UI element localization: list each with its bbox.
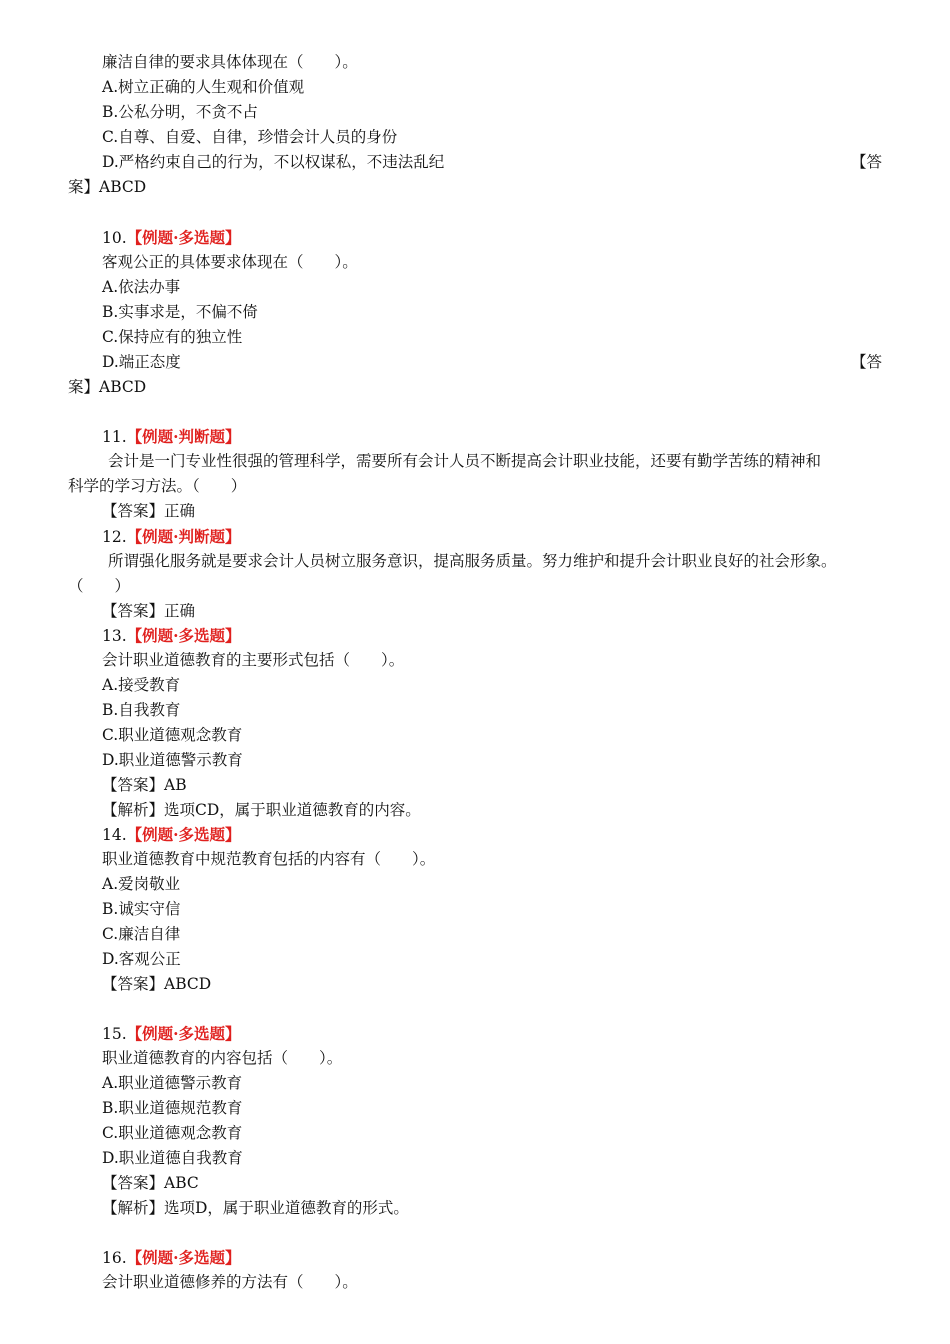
q14-option-d: D.客观公正 [102, 950, 181, 968]
q10-option-c-line [0, 325, 950, 350]
q15-heading-text [102, 1021, 241, 1047]
q13-heading-text [102, 623, 241, 649]
q14-heading [0, 822, 950, 847]
q10-stem-line [0, 250, 950, 275]
q9-option-c-line [0, 125, 950, 150]
q15-option-a-line [0, 1071, 950, 1096]
q16-heading-text [102, 1245, 241, 1271]
q15-stem: 职业道德教育的内容包括（ ）。 [102, 1049, 343, 1067]
q9-answer-line [0, 175, 950, 200]
q9-option-d-line [0, 150, 950, 175]
q9-option-b: B.公私分明，不贪不占 [102, 103, 258, 121]
q13-option-d: D.职业道德警示教育 [102, 751, 243, 769]
q15-tag: 【例题·多选题】 [126, 1024, 241, 1043]
q13-stem: 会计职业道德教育的主要形式包括（ ）。 [102, 651, 405, 669]
q15-stem-line [0, 1046, 950, 1071]
q16-stem: 会计职业道德修养的方法有（ ）。 [102, 1273, 358, 1291]
q10-option-a: A.依法办事 [102, 278, 181, 296]
q15-option-b: B.职业道德规范教育 [102, 1099, 243, 1117]
q11-answer: 【答案】正确 [102, 502, 196, 520]
q9-option-d: D.严格约束自己的行为，不以权谋私，不违法乱纪 [102, 153, 445, 171]
q13-option-a: A.接受教育 [102, 676, 181, 694]
q11-stem-line1 [0, 449, 950, 474]
q11-stem-part1: 会计是一门专业性很强的管理科学，需要所有会计人员不断提高会计职业技能，还要有勤学苦练的精神和 [108, 452, 822, 470]
q10-option-d-line [0, 350, 950, 375]
q10-answer-line [0, 375, 950, 400]
q14-answer: 【答案】ABCD [102, 975, 212, 993]
q14-stem-line [0, 847, 950, 872]
q9-option-a: A.树立正确的人生观和价值观 [102, 78, 305, 96]
q13-option-b: B.自我教育 [102, 701, 181, 719]
q10-option-d: D.端正态度 [102, 353, 181, 371]
q10-answer-head: 【答 [850, 353, 882, 371]
q12-stem-part2: （ ） [68, 577, 131, 595]
q15-answer: 【答案】ABC [102, 1174, 199, 1192]
q13-number: 13. [102, 627, 127, 645]
q12-heading-text [102, 524, 241, 550]
q10-number: 10. [102, 229, 127, 247]
q13-option-d-line [0, 748, 950, 773]
q11-tag: 【例题·判断题】 [126, 427, 241, 446]
q16-tag: 【例题·多选题】 [126, 1248, 241, 1267]
q15-number: 15. [102, 1025, 127, 1043]
q15-heading [0, 1021, 950, 1046]
q14-option-d-line [0, 947, 950, 972]
q10-answer-tail: 案】ABCD [68, 378, 147, 396]
q10-stem: 客观公正的具体要求体现在（ ）。 [102, 253, 358, 271]
q14-number: 14. [102, 826, 127, 844]
q10-option-c: C.保持应有的独立性 [102, 328, 243, 346]
q13-option-c: C.职业道德观念教育 [102, 726, 243, 744]
q12-number: 12. [102, 528, 127, 546]
q11-stem-part2: 科学的学习方法。（ ） [68, 477, 247, 495]
q9-answer-tail: 案】ABCD [68, 178, 147, 196]
q10-option-a-line [0, 275, 950, 300]
q11-number: 11. [102, 428, 127, 446]
q13-stem-line [0, 648, 950, 673]
q13-heading [0, 623, 950, 648]
q14-option-a-line [0, 872, 950, 897]
q12-stem-line1 [0, 549, 950, 574]
q13-option-c-line [0, 723, 950, 748]
q10-option-b: B.实事求是，不偏不倚 [102, 303, 258, 321]
q12-stem-line2 [0, 574, 950, 599]
q14-option-b-line [0, 897, 950, 922]
q15-option-c: C.职业道德观念教育 [102, 1124, 243, 1142]
q15-option-c-line [0, 1121, 950, 1146]
q10-tag: 【例题·多选题】 [126, 228, 241, 247]
q11-heading-text [102, 424, 241, 450]
q12-answer: 【答案】正确 [102, 602, 196, 620]
q9-answer-head: 【答 [850, 153, 882, 171]
q15-analysis-line [0, 1196, 950, 1221]
q13-analysis-line [0, 798, 950, 823]
q13-analysis: 【解析】选项CD，属于职业道德教育的内容。 [102, 801, 421, 819]
q15-option-a: A.职业道德警示教育 [102, 1074, 243, 1092]
q11-answer-line [0, 499, 950, 524]
q13-option-b-line [0, 698, 950, 723]
q9-stem: 廉洁自律的要求具体体现在（ ）。 [102, 53, 358, 71]
q9-option-b-line [0, 100, 950, 125]
q15-option-d: D.职业道德自我教育 [102, 1149, 243, 1167]
q9-option-a-line [0, 75, 950, 100]
q11-heading [0, 424, 950, 449]
q14-option-c-line [0, 922, 950, 947]
q12-stem-part1: 所谓强化服务就是要求会计人员树立服务意识，提高服务质量。努力维护和提升会计职业良好的社会形象。 [108, 552, 837, 570]
q16-heading [0, 1245, 950, 1270]
q14-stem: 职业道德教育中规范教育包括的内容有（ ）。 [102, 850, 436, 868]
q12-tag: 【例题·判断题】 [126, 527, 241, 546]
q10-heading-text [102, 225, 241, 251]
q16-stem-line [0, 1270, 950, 1295]
q14-heading-text [102, 822, 241, 848]
q14-option-b: B.诚实守信 [102, 900, 181, 918]
q16-number: 16. [102, 1249, 127, 1267]
q10-heading [0, 225, 950, 250]
q9-stem-line [0, 50, 950, 75]
q13-option-a-line [0, 673, 950, 698]
q15-analysis: 【解析】选项D，属于职业道德教育的形式。 [102, 1199, 409, 1217]
q9-option-c: C.自尊、自爱、自律，珍惜会计人员的身份 [102, 128, 398, 146]
q13-tag: 【例题·多选题】 [126, 626, 241, 645]
q14-option-c: C.廉洁自律 [102, 925, 181, 943]
q15-answer-line [0, 1171, 950, 1196]
q14-answer-line [0, 972, 950, 997]
q12-answer-line [0, 599, 950, 624]
q12-heading [0, 524, 950, 549]
q15-option-d-line [0, 1146, 950, 1171]
q14-tag: 【例题·多选题】 [126, 825, 241, 844]
q10-option-b-line [0, 300, 950, 325]
q14-option-a: A.爱岗敬业 [102, 875, 181, 893]
q13-answer: 【答案】AB [102, 776, 187, 794]
q15-option-b-line [0, 1096, 950, 1121]
q13-answer-line [0, 773, 950, 798]
q11-stem-line2 [0, 474, 950, 499]
